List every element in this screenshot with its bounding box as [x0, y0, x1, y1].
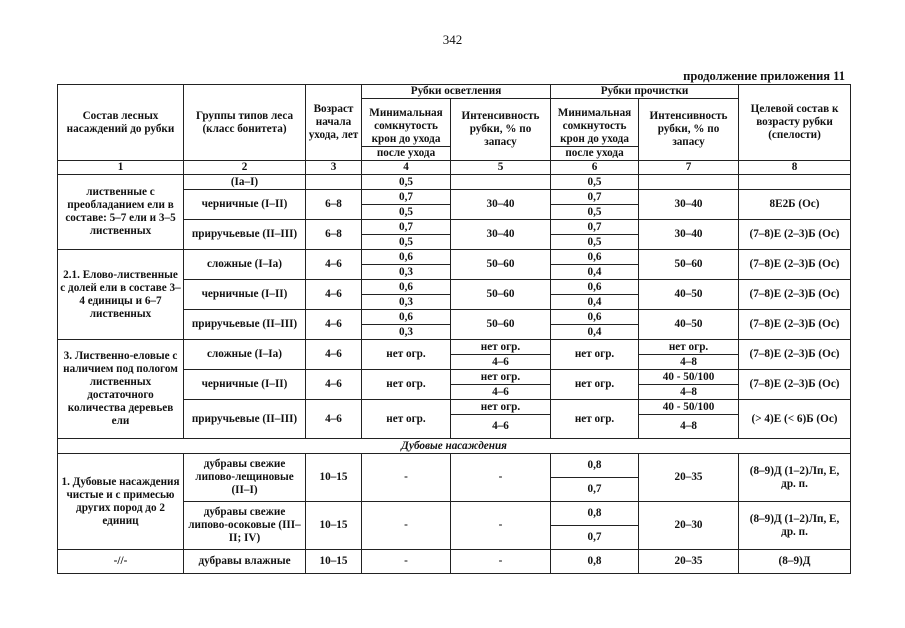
header-intensity-clearing: Интенсивность рубки, % по запасу [451, 99, 551, 161]
age-cell: 10–15 [306, 454, 362, 502]
density-cell: 0,3 [362, 295, 451, 310]
table-row [58, 454, 851, 478]
intensity-cell: 40–50 [639, 310, 739, 340]
composition-cell: -//- [58, 550, 184, 574]
col-number: 4 [362, 161, 451, 175]
target-cell: (8–9)Д (1–2)Лп, Е, др. п. [739, 454, 851, 502]
intensity-cell: - [451, 550, 551, 574]
density-cell: 0,5 [362, 205, 451, 220]
intensity-cell [451, 175, 551, 190]
composition-cell: 1. Дубовые насаждения чистые и с примесью других пород до 2 единиц [58, 454, 184, 550]
density-cell: - [362, 550, 451, 574]
density-cell: 0,6 [362, 250, 451, 265]
density-cell: 0,5 [551, 235, 639, 250]
table-row [58, 250, 851, 265]
header-start-age: Возраст начала ухода, лет [306, 85, 362, 161]
density-cell: 0,3 [362, 265, 451, 280]
density-cell: 0,6 [362, 280, 451, 295]
forest-type-cell: сложные (I–Ia) [184, 340, 306, 370]
density-cell: 0,4 [551, 295, 639, 310]
density-cell: 0,7 [551, 478, 639, 502]
header-intensity-thinning: Интенсивность рубки, % по запасу [639, 99, 739, 161]
intensity-cell: 30–40 [451, 220, 551, 250]
forest-type-cell: (Ia–I) [184, 175, 306, 190]
density-cell: 0,6 [362, 310, 451, 325]
col-number: 1 [58, 161, 184, 175]
composition-cell: 2.1. Елово-лиственные с долей ели в составе 3–4 единицы и 6–7 лиственных [58, 250, 184, 340]
forest-type-cell: приручьевые (II–III) [184, 220, 306, 250]
intensity-cell: 40–50 [639, 280, 739, 310]
density-cell: нет огр. [362, 400, 451, 439]
age-cell: 4–6 [306, 370, 362, 400]
table-row [58, 550, 851, 574]
col-number: 3 [306, 161, 362, 175]
section-title-oak: Дубовые насаждения [58, 439, 851, 454]
age-cell: 6–8 [306, 220, 362, 250]
age-cell: 4–6 [306, 310, 362, 340]
header-target: Целевой состав к возрасту рубки (спелости) [739, 85, 851, 161]
intensity-cell: нет огр. [639, 340, 739, 355]
page-number: 342 [442, 32, 463, 47]
density-cell: нет огр. [362, 340, 451, 370]
forest-type-cell: приручьевые (II–III) [184, 310, 306, 340]
intensity-cell: 50–60 [451, 280, 551, 310]
intensity-cell: 50–60 [639, 250, 739, 280]
forest-care-table [57, 84, 851, 574]
intensity-cell: 20–30 [639, 502, 739, 550]
age-cell: 10–15 [306, 502, 362, 550]
intensity-cell [639, 175, 739, 190]
age-cell: 4–6 [306, 250, 362, 280]
density-cell: 0,7 [551, 190, 639, 205]
intensity-cell: 4–6 [451, 415, 551, 439]
density-cell: 0,4 [551, 325, 639, 340]
intensity-cell: 30–40 [639, 190, 739, 220]
density-cell: - [362, 502, 451, 550]
forest-type-cell: черничные (I–II) [184, 280, 306, 310]
forest-type-cell: дубравы влажные [184, 550, 306, 574]
intensity-cell: 4–8 [639, 385, 739, 400]
section-row [58, 439, 851, 454]
density-cell: 0,8 [551, 502, 639, 526]
min-density-l1: Минимальная [369, 107, 443, 119]
age-cell: 4–6 [306, 280, 362, 310]
density-cell: 0,7 [362, 190, 451, 205]
intensity-cell: нет огр. [451, 340, 551, 355]
target-cell: (8–9)Д (1–2)Лп, Е, др. п. [739, 502, 851, 550]
target-cell: (8–9)Д [739, 550, 851, 574]
intensity-cell: 20–35 [639, 550, 739, 574]
forest-type-cell: дубравы свежие липово-осоковые (III–II; IV) [184, 502, 306, 550]
table-row [58, 175, 851, 190]
forest-type-cell: сложные (I–Ia) [184, 250, 306, 280]
intensity-cell: 30–40 [639, 220, 739, 250]
density-cell: нет огр. [551, 370, 639, 400]
header-min-density-clearing [362, 99, 451, 147]
intensity-cell: 40 - 50/100 [639, 400, 739, 415]
density-cell: 0,7 [551, 526, 639, 550]
intensity-cell: - [451, 454, 551, 502]
intensity-cell: 40 - 50/100 [639, 370, 739, 385]
density-cell: - [362, 454, 451, 502]
header-after-care-thinning: после ухода [551, 147, 639, 161]
min-density-l3: крон до ухода [371, 133, 441, 145]
intensity-cell: 50–60 [451, 250, 551, 280]
density-cell: 0,4 [551, 265, 639, 280]
continuation-label: продолжение приложения 11 [683, 69, 845, 83]
intensity-cell: 20–35 [639, 454, 739, 502]
density-cell: 0,6 [551, 310, 639, 325]
min-density-l3: крон до ухода [560, 133, 629, 145]
col-number: 8 [739, 161, 851, 175]
density-cell: 0,8 [551, 454, 639, 478]
age-cell [306, 175, 362, 190]
forest-type-cell: черничные (I–II) [184, 370, 306, 400]
header-min-density-thinning [551, 99, 639, 147]
intensity-cell: 4–6 [451, 385, 551, 400]
intensity-cell: 4–6 [451, 355, 551, 370]
intensity-cell: 4–8 [639, 355, 739, 370]
min-density-l2: сомкнутость [562, 120, 627, 132]
density-cell: 0,3 [362, 325, 451, 340]
intensity-cell: нет огр. [451, 400, 551, 415]
header-after-care-clearing: после ухода [362, 147, 451, 161]
intensity-cell: 4–8 [639, 415, 739, 439]
density-cell: нет огр. [362, 370, 451, 400]
target-cell: 8Е2Б (Ос) [739, 190, 851, 220]
density-cell: 0,5 [362, 175, 451, 190]
density-cell: 0,5 [551, 175, 639, 190]
intensity-cell: 30–40 [451, 190, 551, 220]
density-cell: 0,6 [551, 280, 639, 295]
target-cell: (> 4)Е (< 6)Б (Ос) [739, 400, 851, 439]
intensity-cell: - [451, 502, 551, 550]
composition-cell: лиственные с преобладанием ели в составе: 5–7 ели и 3–5 лиственных [58, 175, 184, 250]
forest-type-cell: приручьевые (II–III) [184, 400, 306, 439]
target-cell: (7–8)Е (2–3)Б (Ос) [739, 280, 851, 310]
target-cell: (7–8)Е (2–3)Б (Ос) [739, 250, 851, 280]
col-number: 7 [639, 161, 739, 175]
density-cell: 0,7 [362, 220, 451, 235]
forest-type-cell: дубравы свежие липово-лещиновые (II–I) [184, 454, 306, 502]
intensity-cell: нет огр. [451, 370, 551, 385]
header-composition: Состав лесных насаждений до рубки [58, 85, 184, 161]
age-cell: 4–6 [306, 400, 362, 439]
density-cell: 0,6 [551, 250, 639, 265]
col-number: 5 [451, 161, 551, 175]
header-clearing-group: Рубки осветления [362, 85, 551, 99]
header-thinning-group: Рубки прочистки [551, 85, 739, 99]
min-density-l1: Минимальная [557, 107, 632, 119]
target-cell [739, 175, 851, 190]
target-cell: (7–8)Е (2–3)Б (Ос) [739, 220, 851, 250]
density-cell: 0,5 [551, 205, 639, 220]
age-cell: 10–15 [306, 550, 362, 574]
density-cell: 0,8 [551, 550, 639, 574]
table-row [58, 340, 851, 355]
intensity-cell: 50–60 [451, 310, 551, 340]
forest-type-cell: черничные (I–II) [184, 190, 306, 220]
target-cell: (7–8)Е (2–3)Б (Ос) [739, 370, 851, 400]
min-density-l2: сомкнутость [374, 120, 438, 132]
composition-cell: 3. Лиственно-еловые с наличием под пологом лиственных достаточного количества деревьев ели [58, 340, 184, 439]
age-cell: 6–8 [306, 190, 362, 220]
col-number: 2 [184, 161, 306, 175]
density-cell: нет огр. [551, 340, 639, 370]
density-cell: нет огр. [551, 400, 639, 439]
header-forest-type: Группы типов леса (класс бонитета) [184, 85, 306, 161]
density-cell: 0,5 [362, 235, 451, 250]
age-cell: 4–6 [306, 340, 362, 370]
target-cell: (7–8)Е (2–3)Б (Ос) [739, 340, 851, 370]
target-cell: (7–8)Е (2–3)Б (Ос) [739, 310, 851, 340]
col-number: 6 [551, 161, 639, 175]
density-cell: 0,7 [551, 220, 639, 235]
